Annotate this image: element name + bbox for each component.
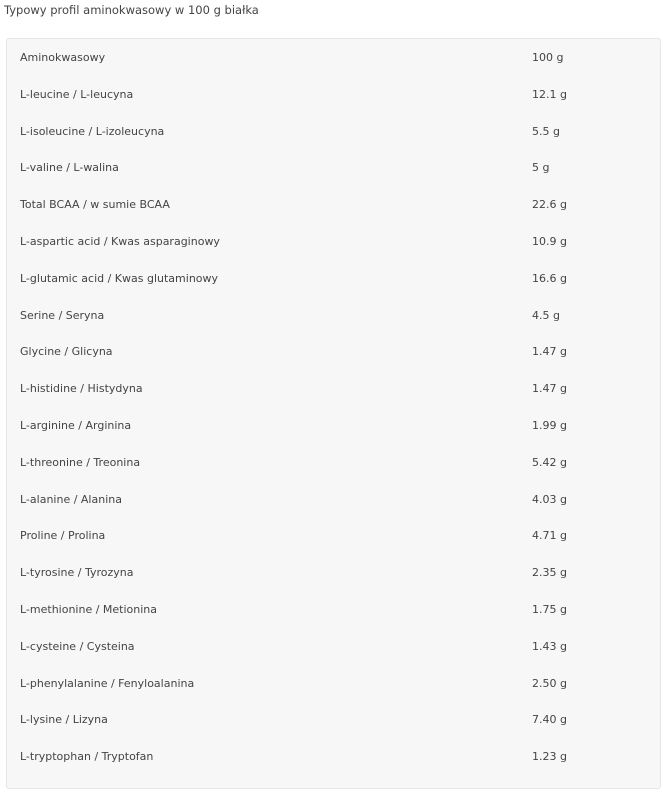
table-row — [7, 453, 660, 473]
amino-acid-value: 4.5 g — [532, 309, 560, 322]
amino-acid-name: L-methionine / Metionina — [20, 603, 158, 616]
amino-acid-value: 1.47 g — [532, 345, 567, 358]
amino-acid-value: 1.23 g — [532, 750, 567, 763]
table-row — [7, 85, 660, 105]
table-row — [7, 637, 660, 657]
amino-acid-value: 12.1 g — [532, 88, 567, 101]
table-row — [7, 600, 660, 620]
amino-acid-name: L-isoleucine / L-izoleucyna — [20, 125, 165, 138]
table-row — [7, 674, 660, 694]
amino-acid-name: L-cysteine / Cysteina — [20, 640, 135, 653]
amino-acid-value: 16.6 g — [532, 272, 567, 285]
amino-acid-name: Aminokwasowy — [20, 51, 106, 64]
amino-acid-value: 5.42 g — [532, 456, 567, 469]
amino-acid-value: 10.9 g — [532, 235, 567, 248]
amino-acid-name: Glycine / Glicyna — [20, 345, 113, 358]
amino-acid-name: L-histidine / Histydyna — [20, 382, 143, 395]
amino-acid-name: L-phenylalanine / Fenyloalanina — [20, 677, 195, 690]
amino-acid-name: L-tryptophan / Tryptofan — [20, 750, 154, 763]
table-row — [7, 195, 660, 215]
table-row — [7, 306, 660, 326]
amino-acid-table — [6, 38, 661, 789]
amino-acid-value: 1.75 g — [532, 603, 567, 616]
amino-acid-name: Total BCAA / w sumie BCAA — [20, 198, 170, 211]
table-caption: Typowy profil aminokwasowy w 100 g białka — [4, 3, 259, 17]
amino-acid-name: L-arginine / Arginina — [20, 419, 132, 432]
amino-acid-name: L-glutamic acid / Kwas glutaminowy — [20, 272, 219, 285]
table-row — [7, 48, 660, 68]
amino-acid-value: 4.03 g — [532, 493, 567, 506]
amino-acid-name: Serine / Seryna — [20, 309, 105, 322]
amino-acid-name: L-tyrosine / Tyrozyna — [20, 566, 134, 579]
amino-acid-name: L-threonine / Treonina — [20, 456, 141, 469]
amino-acid-name: L-aspartic acid / Kwas asparaginowy — [20, 235, 220, 248]
amino-acid-value: 2.35 g — [532, 566, 567, 579]
amino-acid-name: L-valine / L-walina — [20, 161, 119, 174]
amino-acid-value: 100 g — [532, 51, 564, 64]
amino-acid-value: 4.71 g — [532, 529, 567, 542]
amino-acid-value: 1.43 g — [532, 640, 567, 653]
amino-acid-name: L-alanine / Alanina — [20, 493, 122, 506]
amino-acid-value: 5 g — [532, 161, 550, 174]
amino-acid-name: L-lysine / Lizyna — [20, 713, 108, 726]
amino-acid-value: 5.5 g — [532, 125, 560, 138]
table-row — [7, 269, 660, 289]
table-row — [7, 710, 660, 730]
table-row — [7, 158, 660, 178]
table-row — [7, 416, 660, 436]
table-row — [7, 232, 660, 252]
amino-acid-value: 1.99 g — [532, 419, 567, 432]
table-row — [7, 342, 660, 362]
amino-acid-value: 2.50 g — [532, 677, 567, 690]
amino-acid-value: 7.40 g — [532, 713, 567, 726]
amino-acid-name: L-leucine / L-leucyna — [20, 88, 134, 101]
amino-acid-name: Proline / Prolina — [20, 529, 106, 542]
table-row — [7, 563, 660, 583]
table-row — [7, 379, 660, 399]
table-row — [7, 122, 660, 142]
amino-acid-value: 22.6 g — [532, 198, 567, 211]
table-row — [7, 526, 660, 546]
table-row — [7, 747, 660, 767]
table-row — [7, 490, 660, 510]
amino-acid-value: 1.47 g — [532, 382, 567, 395]
